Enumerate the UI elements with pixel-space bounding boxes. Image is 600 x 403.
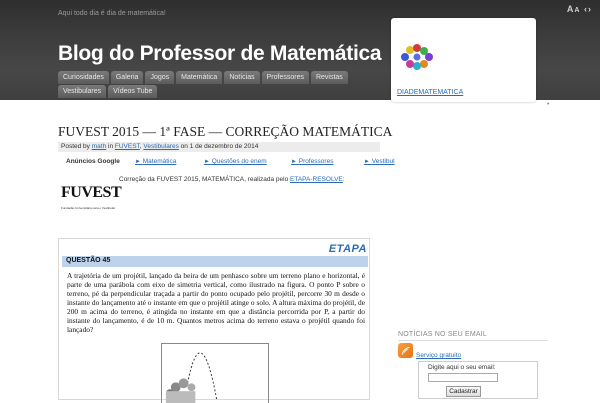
arrow-right-icon: ► [291,159,297,165]
category-fuvest-link[interactable]: FUVEST [114,143,140,150]
fuvest-logo[interactable]: FUVEST Fundação Universitária para o Vestibular [61,184,122,210]
font-size-control[interactable] [567,4,592,14]
email-subscribe-form [418,361,538,399]
post-meta: Posted by math in FUVEST, Vestibulares on 1 de dezembro de 2014 [58,142,380,152]
subscribe-button[interactable]: Cadastrar [446,386,481,397]
sidebar-bullet: • [547,101,550,108]
email-field[interactable] [428,373,498,382]
ad-link-matematica[interactable]: ► Matemática [135,158,177,165]
arrows-icon[interactable]: ‹› [584,4,592,14]
nav-item-videos-tube[interactable]: Vídeos Tube [108,85,157,98]
rss-icon[interactable] [398,343,413,358]
meta-in: in [108,143,114,150]
arrow-right-icon: ► [135,159,141,165]
ad-link-vestibular[interactable]: ► Vestibul [364,158,395,165]
post-title[interactable]: FUVEST 2015 — 1ª FASE — CORREÇÃO MATEMÁTICA [58,124,393,139]
font-increase-button[interactable]: A [566,4,575,14]
site-tagline: Aqui todo dia é dia de matemática! [58,10,166,17]
author-link[interactable]: math [91,143,107,150]
molecule-icon[interactable] [399,42,435,72]
email-label: Digite aqui o seu email: [428,364,496,371]
main-nav [58,71,373,99]
free-service-link[interactable]: Serviço gratuito [416,352,462,359]
nav-item-vestibulares[interactable]: Vestibulares [58,85,106,98]
ad-link-professores[interactable]: ► Professores [291,158,334,165]
sidebar-widget [391,18,536,102]
font-decrease-button[interactable]: A [574,7,581,14]
nav-item-revistas[interactable]: Revistas [311,71,348,84]
question-header [62,256,368,267]
nav-item-matematica[interactable]: Matemática [176,71,222,84]
etapa-resolve-link[interactable]: ETAPA-RESOLVE [290,176,343,183]
google-ads-bar [58,158,395,168]
ad-link-questoes-enem[interactable]: ► Questões do enem [204,158,267,165]
nav-item-professores[interactable]: Professores [262,71,309,84]
arrow-right-icon: ► [364,159,370,165]
ads-label: Anúncios Google [66,158,120,165]
divider [398,340,548,341]
category-vestibulares-link[interactable]: Vestibulares [143,143,179,150]
nav-item-jogos[interactable]: Jogos [145,71,174,84]
question-label: QUESTÃO 45 [66,257,111,264]
blog-title[interactable]: Blog do Professor de Matemática [58,42,382,65]
arrow-right-icon: ► [204,159,210,165]
post-intro: Correção da FUVEST 2015, MATEMÁTICA, realizada pelo ETAPA-RESOLVE: [119,176,345,183]
nav-item-galeria[interactable]: Galeria [111,71,144,84]
meta-posted-by: Posted by [61,143,90,150]
nav-item-curiosidades[interactable]: Curiosidades [58,71,109,84]
post-date: on 1 de dezembro de 2014 [180,143,259,150]
question-text: A trajetória de um projétil, lançado da beira de um penhasco sobre um terreno plano e horizontal, é parte de uma parábola com eixo de simetria vertical, como ilustrado na figura. O ponto P sobre o terreno, pé da perpendicular traçada a partir do ponto ocupado pelo projétil, percorre 30 m desde o instante do lançamento até o instante em que o projétil atinge o solo. A altura máxima do projétil, de 200 m acima do terreno, é atingida no instante em que a distância percorrida por P, a partir do instante do lançamento, é de 10 m. Quantos metros acima do terreno estava o projétil quando foi lançado? [67,271,365,334]
trajectory-figure [161,343,269,403]
exam-question-image [58,238,370,400]
diadematematica-link[interactable]: DIADEMATEMATICA [397,89,464,96]
nav-item-noticias[interactable]: Notícias [224,71,259,84]
newsletter-title: NOTÍCIAS NO SEU EMAIL [398,331,487,338]
etapa-logo: ETAPA [328,243,367,255]
